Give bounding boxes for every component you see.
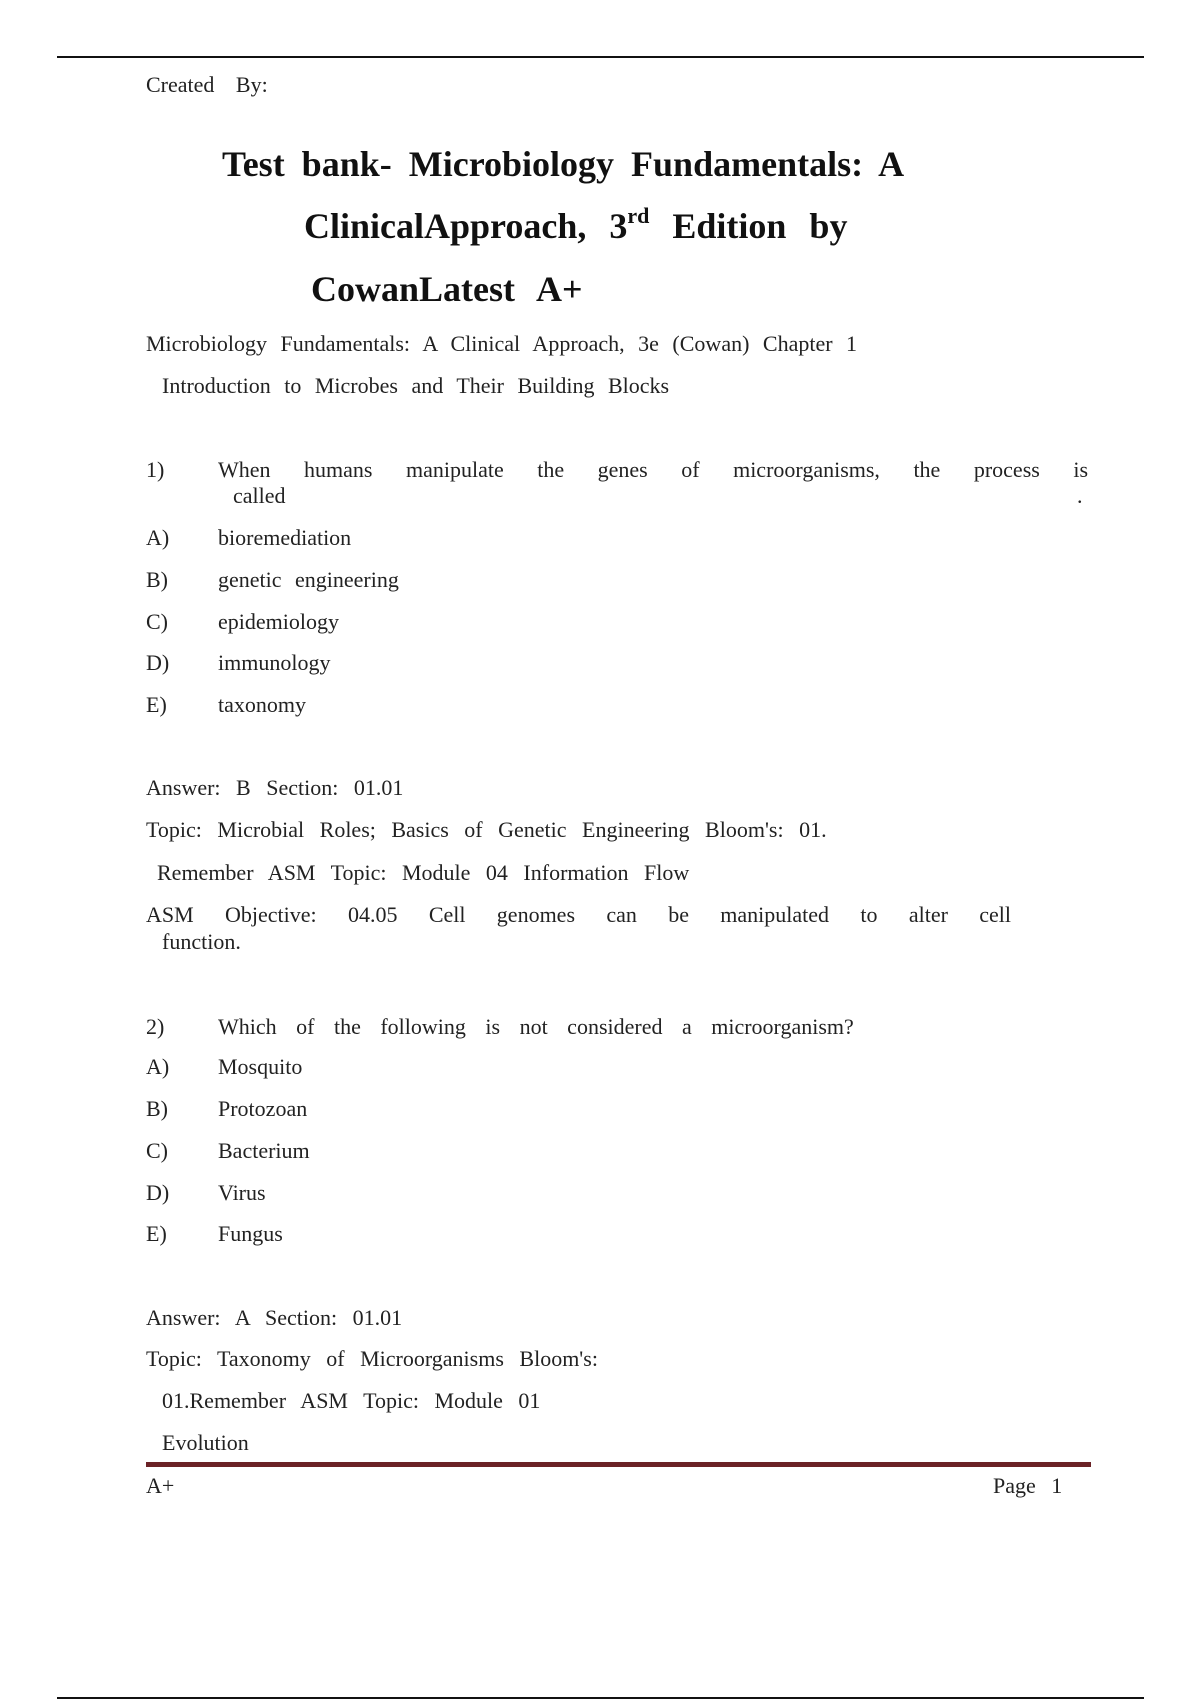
bottom-rule: [57, 1697, 1144, 1699]
remember-line: Remember ASM Topic: Module 04 Information Flow: [157, 860, 690, 885]
option-letter: B): [146, 1096, 168, 1121]
topic-line: Topic: Microbial Roles; Basics of Genetic Engineering Bloom's: 01.: [146, 817, 827, 842]
option-letter: E): [146, 1221, 167, 1246]
answer-section: Answer: B Section: 01.01: [146, 775, 404, 800]
question-1-text-cont: called: [233, 483, 286, 508]
created-by: Created By:: [146, 72, 268, 97]
asm-objective-cont: function.: [162, 929, 241, 954]
question-2-number: 2): [146, 1014, 165, 1039]
option-text: bioremediation: [218, 525, 352, 550]
option-letter: A): [146, 1054, 170, 1079]
option-letter: B): [146, 567, 168, 592]
page-number: Page 1: [993, 1473, 1063, 1498]
subtitle-line-2: Introduction to Microbes and Their Building Blocks: [162, 373, 670, 398]
title-line-2: [304, 205, 847, 247]
remember-line: 01.Remember ASM Topic: Module 01: [162, 1388, 541, 1413]
option-letter: D): [146, 650, 170, 675]
topic-line: Topic: Taxonomy of Microorganisms Bloom's:: [146, 1346, 598, 1371]
answer-section: Answer: A Section: 01.01: [146, 1305, 403, 1330]
question-1-text: When humans manipulate the genes of microorganisms, the process is: [218, 457, 1088, 482]
option-letter: A): [146, 525, 170, 550]
question-1-blank-end: .: [1077, 483, 1083, 508]
option-text: Fungus: [218, 1221, 283, 1246]
option-text: Protozoan: [218, 1096, 308, 1121]
title-line-3: CowanLatest A+: [311, 269, 583, 309]
footer-left: A+: [146, 1473, 175, 1498]
evolution-line: Evolution: [162, 1430, 249, 1455]
title-line-2-post: Edition by: [649, 206, 848, 246]
option-letter: E): [146, 692, 167, 717]
option-text: Bacterium: [218, 1138, 310, 1163]
asm-objective: ASM Objective: 04.05 Cell genomes can be manipulated to alter cell: [146, 902, 1011, 927]
option-text: genetic engineering: [218, 567, 399, 592]
option-text: epidemiology: [218, 609, 339, 634]
title-line-2-pre: ClinicalApproach, 3: [304, 206, 628, 246]
option-letter: C): [146, 1138, 168, 1163]
question-1-number: 1): [146, 457, 165, 482]
option-text: Mosquito: [218, 1054, 303, 1079]
question-2-text: Which of the following is not considered a microorganism?: [218, 1014, 854, 1039]
option-letter: C): [146, 609, 168, 634]
top-rule: [57, 56, 1144, 58]
subtitle-line-1: Microbiology Fundamentals: A Clinical Approach, 3e (Cowan) Chapter 1: [146, 331, 858, 356]
footer-rule: [146, 1462, 1091, 1467]
title-superscript: rd: [627, 203, 650, 228]
option-text: Virus: [218, 1180, 266, 1205]
option-text: taxonomy: [218, 692, 306, 717]
title-line-1: Test bank- Microbiology Fundamentals: A: [222, 144, 905, 184]
option-letter: D): [146, 1180, 170, 1205]
option-text: immunology: [218, 650, 331, 675]
